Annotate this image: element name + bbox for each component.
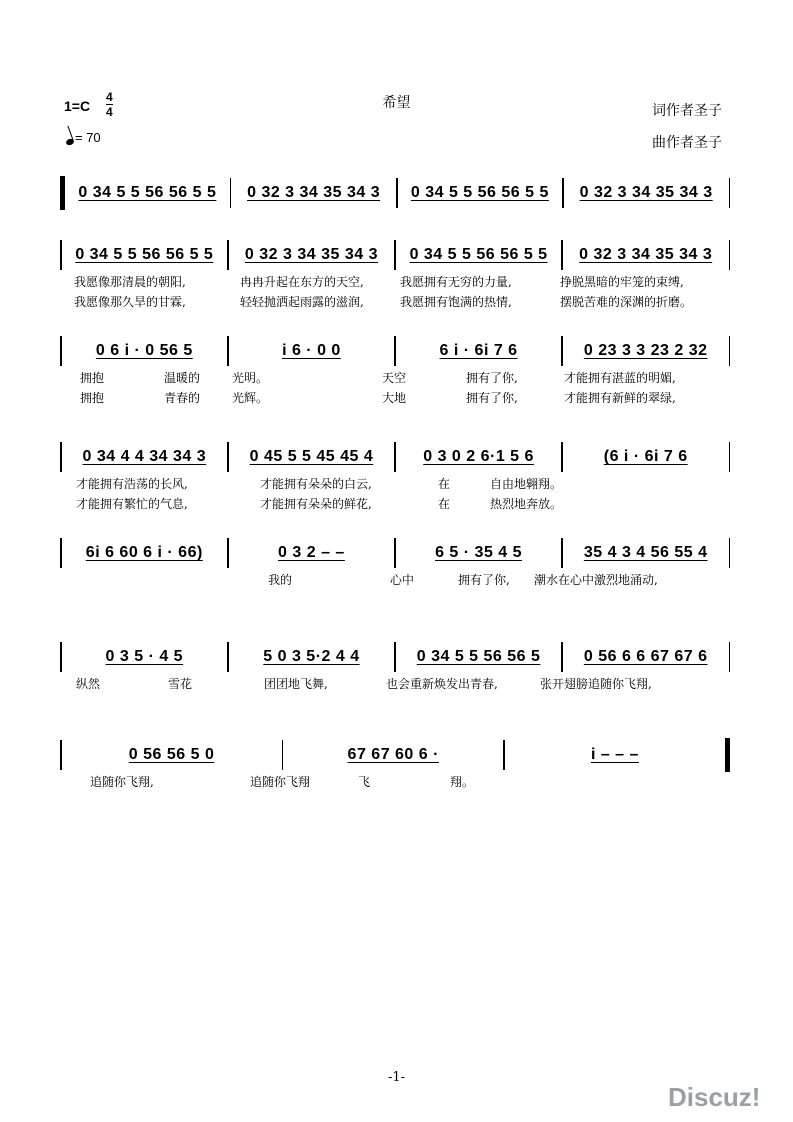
barline — [729, 442, 731, 472]
barline — [729, 336, 731, 366]
lyric-phrase: 才能拥有朵朵的鲜花, — [260, 497, 372, 511]
lyric-phrase: 我愿像那久旱的甘霖, — [74, 295, 186, 309]
lyric-phrase: 我的 — [268, 573, 293, 587]
lyric-phrase: 在 — [438, 477, 451, 491]
lyric-phrase: 拥抱 — [80, 391, 105, 405]
measure: 6 i · 6i 7 6 — [439, 342, 518, 359]
lyric-line — [60, 290, 730, 310]
barline — [729, 178, 731, 208]
measure: 0 6 i · 0 56 5 — [95, 342, 193, 359]
music-system — [60, 538, 730, 588]
lyric-line — [60, 386, 730, 406]
lyric-phrase: 我愿拥有无穷的力量, — [400, 275, 512, 289]
measure: 0 32 3 34 35 34 3 — [247, 184, 381, 201]
watermark: Discuz! — [668, 1082, 761, 1112]
music-system — [60, 740, 730, 790]
measure: 0 34 5 5 56 56 5 5 — [409, 246, 548, 263]
composer-credit: 曲作者圣子 — [652, 135, 722, 151]
measure-row — [60, 538, 730, 568]
measure: 6 5 · 35 4 5 — [435, 544, 523, 561]
lyric-phrase: 青春的 — [164, 391, 201, 405]
lyric-phrase: 拥有了你, — [458, 573, 510, 587]
time-signature — [106, 90, 113, 119]
page-number: -1- — [387, 1070, 406, 1085]
lyric-phrase: 才能拥有湛蓝的明媚, — [564, 371, 676, 385]
lyric-phrase: 追随你飞翔 — [250, 775, 311, 789]
measure-row — [60, 336, 730, 366]
time-signature-top: 4 — [106, 90, 113, 104]
measure: 0 32 3 34 35 34 3 — [244, 246, 378, 263]
lyric-phrase: 才能拥有新鲜的翠绿, — [564, 391, 676, 405]
lyric-phrase: 温暖的 — [164, 371, 201, 385]
measure: 0 32 3 34 35 34 3 — [579, 246, 713, 263]
lyric-phrase: 雪花 — [168, 677, 193, 691]
measure-row — [60, 240, 730, 270]
lyric-phrase: 心中 — [390, 573, 415, 587]
lyric-phrase: 拥有了你, — [466, 371, 518, 385]
lyric-line — [60, 492, 730, 512]
lyric-phrase: 光辉。 — [232, 391, 269, 405]
barline — [729, 642, 731, 672]
measure: 67 67 60 6 · — [347, 746, 439, 763]
barline — [729, 538, 731, 568]
lyric-line — [60, 770, 730, 790]
music-system — [60, 240, 730, 310]
measure: i – – – — [590, 746, 639, 763]
lyric-phrase: 摆脱苦难的深渊的折磨。 — [560, 295, 693, 309]
lyric-phrase: 我愿拥有饱满的热情, — [400, 295, 512, 309]
measure: 0 34 5 5 56 56 5 — [416, 648, 541, 665]
lyric-phrase: 团团地飞舞, — [264, 677, 328, 691]
music-system — [60, 642, 730, 692]
measure: (6 i · 6i 7 6 — [603, 448, 688, 465]
measure: 0 3 0 2 6·1 5 6 — [423, 448, 534, 465]
lyric-phrase: 追随你飞翔, — [90, 775, 154, 789]
music-system — [60, 442, 730, 512]
measure-row — [60, 178, 730, 208]
lyric-phrase: 纵然 — [76, 677, 101, 691]
lyricist-credit: 词作者圣子 — [652, 103, 722, 119]
lyric-phrase: 我愿像那清晨的朝阳, — [74, 275, 186, 289]
measure: 0 45 5 5 45 45 4 — [249, 448, 374, 465]
lyric-phrase: 天空 — [382, 371, 407, 385]
lyric-phrase: 拥有了你, — [466, 391, 518, 405]
lyric-phrase: 挣脱黑暗的牢笼的束缚, — [560, 275, 684, 289]
lyric-phrase: 轻轻抛洒起雨露的滋润, — [240, 295, 364, 309]
measure-row — [60, 642, 730, 672]
lyric-phrase: 热烈地奔放。 — [490, 497, 563, 511]
measure: 35 4 3 4 56 55 4 — [583, 544, 708, 561]
lyric-line — [60, 472, 730, 492]
measure: 0 32 3 34 35 34 3 — [579, 184, 713, 201]
music-system — [60, 178, 730, 208]
measure: 0 3 2 – – — [278, 544, 345, 561]
lyric-phrase: 冉冉升起在东方的天空, — [240, 275, 364, 289]
measure: 0 23 3 3 23 2 32 — [583, 342, 708, 359]
measure: 0 34 5 5 56 56 5 5 — [410, 184, 549, 201]
lyric-phrase: 张开翅膀追随你飞翔, — [540, 677, 652, 691]
lyric-phrase: 潮水在心中激烈地涌动, — [534, 573, 658, 587]
measure: 0 34 4 4 34 34 3 — [82, 448, 207, 465]
lyric-phrase: 光明。 — [232, 371, 269, 385]
lyric-phrase: 在 — [438, 497, 451, 511]
tempo-value: = 70 — [75, 130, 101, 145]
time-signature-bottom: 4 — [106, 105, 113, 119]
lyric-phrase: 才能拥有朵朵的白云, — [260, 477, 372, 491]
key-signature: 1=C — [64, 98, 91, 114]
measure: 5 0 3 5·2 4 4 — [263, 648, 360, 665]
music-system — [60, 336, 730, 406]
measure: 0 34 5 5 56 56 5 5 — [75, 246, 214, 263]
lyric-line — [60, 568, 730, 588]
lyric-phrase: 才能拥有浩荡的长风, — [76, 477, 188, 491]
measure: 0 56 56 5 0 — [128, 746, 215, 763]
quarter-note-icon — [65, 138, 75, 146]
lyric-phrase: 大地 — [382, 391, 407, 405]
measure: i 6 · 0 0 — [282, 342, 341, 359]
final-barline — [725, 738, 730, 772]
lyric-phrase: 拥抱 — [80, 371, 105, 385]
song-title: 希望 — [382, 95, 411, 111]
lyric-phrase: 翔。 — [450, 775, 475, 789]
lyric-phrase: 才能拥有繁忙的气息, — [76, 497, 188, 511]
measure: 0 56 6 6 67 67 6 — [583, 648, 708, 665]
lyric-phrase: 飞 — [358, 775, 371, 789]
lyric-line — [60, 270, 730, 290]
measure: 0 3 5 · 4 5 — [105, 648, 184, 665]
lyric-line — [60, 366, 730, 386]
measure-row — [60, 740, 730, 770]
measure: 0 34 5 5 56 56 5 5 — [78, 184, 217, 201]
measure-row — [60, 442, 730, 472]
barline — [729, 240, 731, 270]
lyric-phrase: 自由地翱翔。 — [490, 477, 563, 491]
tempo-marking — [66, 130, 101, 145]
lyric-phrase: 也会重新焕发出青春, — [386, 677, 498, 691]
measure: 6i 6 60 6 i · 66) — [85, 544, 203, 561]
lyric-line — [60, 672, 730, 692]
